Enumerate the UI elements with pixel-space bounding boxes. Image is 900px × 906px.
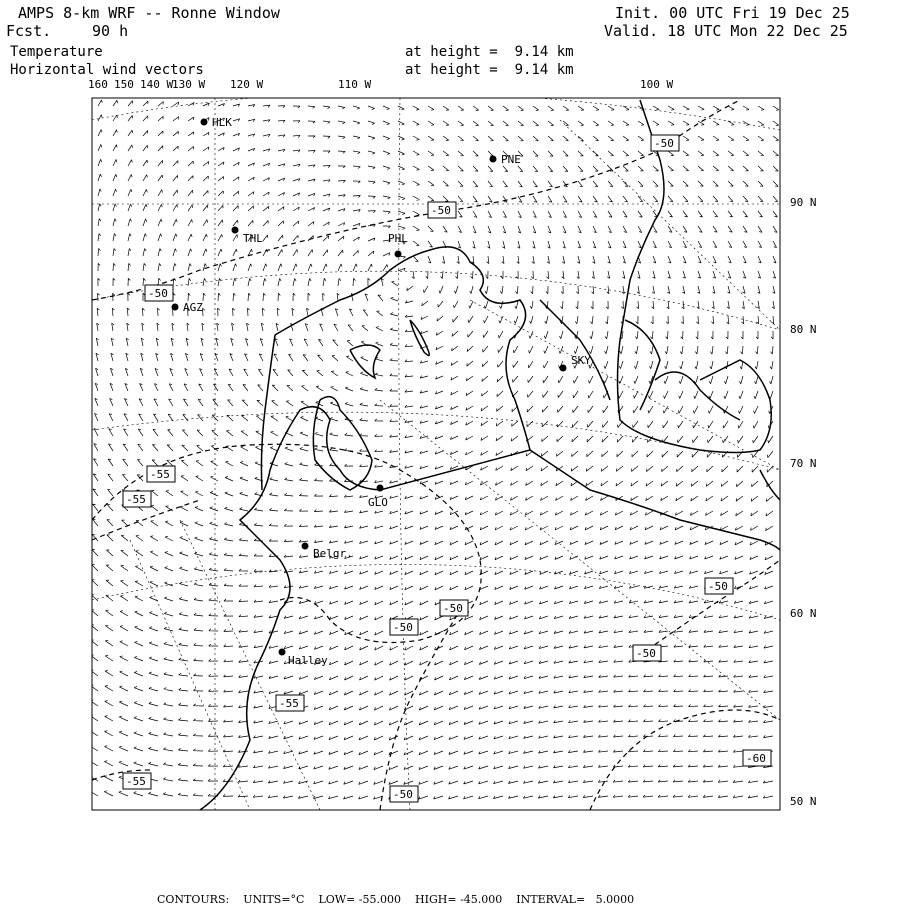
init-time: Init. 00 UTC Fri 19 Dec 25: [615, 4, 850, 22]
lat-label-50n: 50 N: [790, 795, 817, 808]
contour-label: [428, 202, 456, 218]
svg-text:-50: -50: [636, 647, 656, 660]
contour-label: [633, 645, 661, 661]
svg-text:-60: -60: [746, 752, 766, 765]
contour-label: [743, 750, 771, 766]
forecast-value: 90 h: [92, 22, 129, 40]
contour-label: [123, 773, 151, 789]
contour-label: [147, 466, 175, 482]
height-wind: at height = 9.14 km: [405, 62, 574, 78]
contour-label: [651, 135, 679, 151]
svg-text:-55: -55: [150, 468, 170, 481]
contour-label: [440, 600, 468, 616]
svg-text:-50: -50: [708, 580, 728, 593]
lon-label-150: 150: [114, 78, 134, 91]
lon-label-100w: 100 W: [640, 78, 674, 91]
station-label: Halley: [288, 654, 328, 667]
lat-label-60n: 60 N: [790, 607, 817, 620]
contour-label: [145, 285, 173, 301]
contour-label: [123, 491, 151, 507]
lon-label-160: 160: [88, 78, 108, 91]
svg-text:-50: -50: [654, 137, 674, 150]
lat-label-90n: 90 N: [790, 196, 817, 209]
station-label: PHL: [388, 232, 408, 245]
field-wind-vectors: Horizontal wind vectors: [10, 62, 204, 78]
contour-label: [390, 619, 418, 635]
contours-label: CONTOURS:: [157, 893, 230, 906]
contour-label: [705, 578, 733, 594]
station-label: GLO: [368, 496, 388, 509]
lat-label-80n: 80 N: [790, 323, 817, 336]
svg-text:-55: -55: [279, 697, 299, 710]
svg-text:-55: -55: [126, 775, 146, 788]
lat-label-70n: 70 N: [790, 457, 817, 470]
svg-text:-50: -50: [431, 204, 451, 217]
svg-text:-50: -50: [393, 621, 413, 634]
lon-label-140w: 140 W: [140, 78, 174, 91]
station-label: HLK: [212, 116, 232, 129]
station-label: AGZ: [183, 301, 203, 314]
lon-label-110w: 110 W: [338, 78, 372, 91]
station-label: PNE: [501, 153, 521, 166]
svg-text:-50: -50: [148, 287, 168, 300]
valid-time: Valid. 18 UTC Mon 22 Dec 25: [604, 22, 848, 40]
contour-label: [390, 786, 418, 802]
units-label: UNITS=°C: [243, 893, 305, 906]
high-value: HIGH= -45.000: [415, 893, 503, 906]
station-label: THL: [243, 232, 263, 245]
svg-text:-55: -55: [126, 493, 146, 506]
interval-value: INTERVAL= 5.0000: [516, 893, 635, 906]
svg-text:-50: -50: [443, 602, 463, 615]
station-label: SKY: [571, 354, 591, 367]
lon-label-120w: 120 W: [230, 78, 264, 91]
low-value: LOW= -55.000: [318, 893, 402, 906]
station-label: Belgr.: [313, 547, 353, 560]
field-temperature: Temperature: [10, 44, 103, 60]
lon-label-130w: 130 W: [172, 78, 206, 91]
map-title: AMPS 8-km WRF -- Ronne Window: [18, 4, 280, 22]
svg-text:-50: -50: [393, 788, 413, 801]
contour-legend: [150, 880, 648, 906]
contour-label: [276, 695, 304, 711]
height-temperature: at height = 9.14 km: [405, 44, 574, 60]
forecast-label: Fcst.: [6, 22, 52, 40]
